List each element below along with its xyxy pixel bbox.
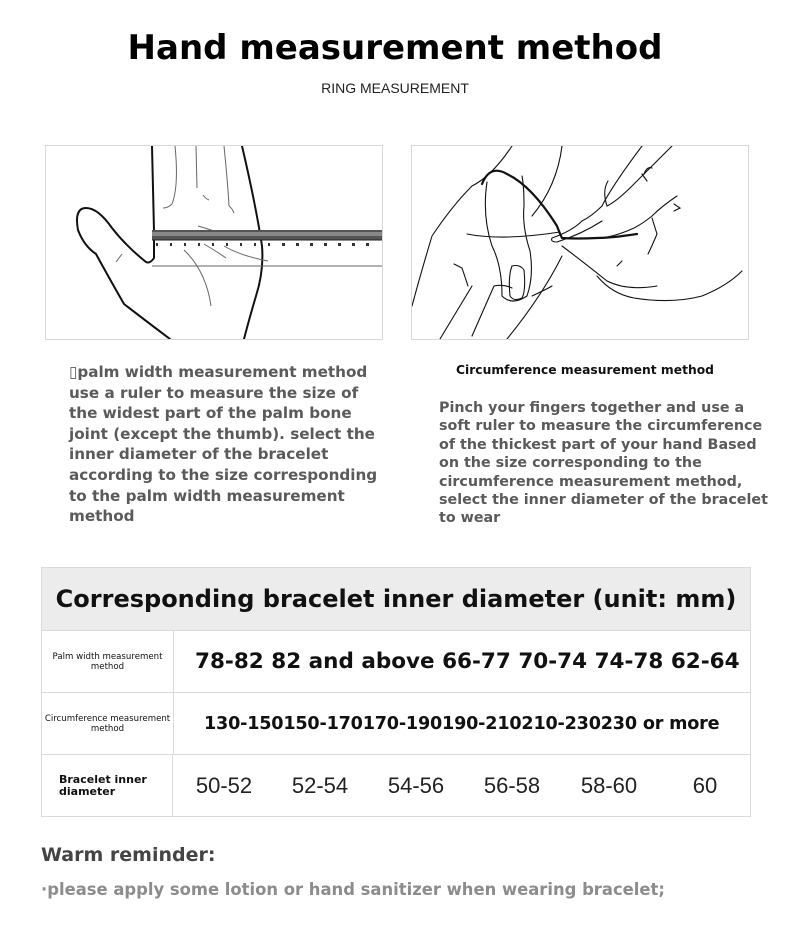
diameter-cell: 50-52 bbox=[195, 772, 253, 798]
page-subtitle: RING MEASUREMENT bbox=[321, 80, 469, 96]
page-title: Hand measurement method bbox=[127, 28, 663, 68]
table-row-circumference bbox=[42, 693, 750, 755]
row-values-inner-diameter bbox=[174, 755, 750, 816]
size-table bbox=[41, 567, 751, 817]
diameter-cell: 56-58 bbox=[483, 772, 541, 798]
row-label-circumference: Circumference measurement method bbox=[42, 693, 174, 754]
circumference-method-description: Pinch your fingers together and use a soft ruler to measure the circumference of the thickest part of your hand Based on the size corresponding to the circumference measurement method, select the inner diameter of the bracelet to wear bbox=[439, 400, 768, 527]
row-label-inner-diameter: Bracelet inner diameter bbox=[42, 755, 173, 816]
hand-tape-illustration bbox=[411, 145, 749, 340]
diameter-cell: 60 bbox=[692, 772, 718, 798]
row-values-palm-width: 78-82 82 and above 66-77 70-74 74-78 62-64 bbox=[195, 649, 740, 674]
size-table-title: Corresponding bracelet inner diameter (unit: mm) bbox=[42, 568, 750, 631]
reminder-text: ·please apply some lotion or hand sanitizer when wearing bracelet; bbox=[41, 880, 665, 899]
palm-method-description: ▯palm width measurement method use a ruler to measure the size of the widest part of the palm bone joint (except the thumb). select the inner diameter of the bracelet according to the size corresponding to the palm width measurement method bbox=[69, 363, 378, 526]
circumference-method-title: Circumference measurement method bbox=[456, 363, 714, 377]
row-label-palm-width: Palm width measurement method bbox=[42, 631, 174, 692]
diameter-cell: 54-56 bbox=[387, 772, 445, 798]
hand-ruler-illustration bbox=[45, 145, 383, 340]
hand-ruler-icon bbox=[46, 146, 382, 339]
row-values-circumference: 130-150150-170170-190190-210210-230230 or more bbox=[204, 713, 720, 734]
reminder-title: Warm reminder: bbox=[41, 844, 216, 866]
diameter-cell: 58-60 bbox=[580, 772, 638, 798]
table-row-palm-width bbox=[42, 631, 750, 693]
table-row-inner-diameter bbox=[42, 755, 750, 816]
diameter-cell: 52-54 bbox=[291, 772, 349, 798]
hand-tape-icon bbox=[412, 146, 748, 339]
